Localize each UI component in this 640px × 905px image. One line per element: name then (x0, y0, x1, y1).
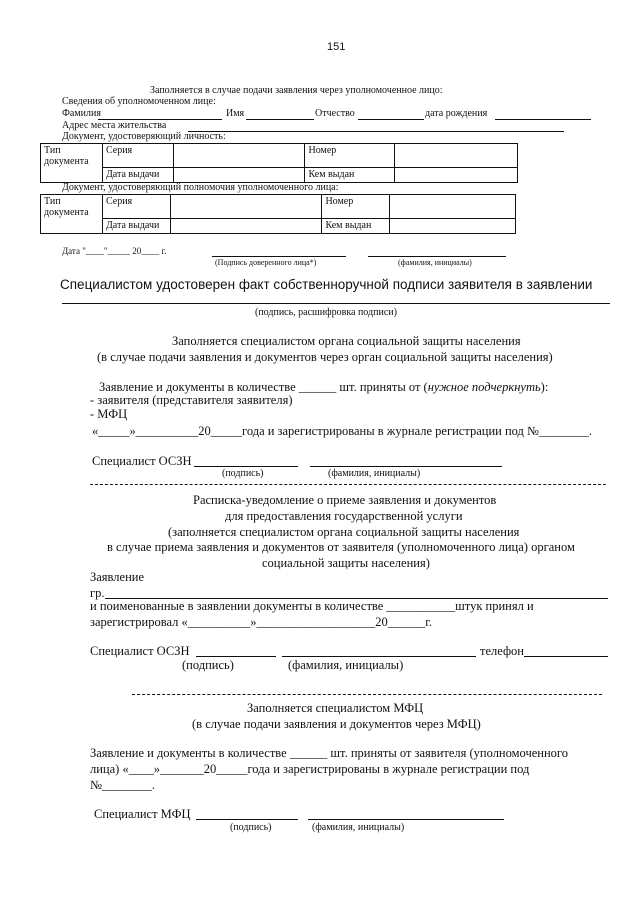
social-registered-line: «_____»__________20_____года и зарегистрированы в журнале регистрации под №________. (92, 424, 593, 438)
receipt-title: Расписка-уведомление о приеме заявления и документов (193, 493, 497, 507)
receipt-title-5: социальной защиты населения) (262, 556, 430, 570)
receipt-name-caption: (фамилия, инициалы) (288, 658, 404, 672)
receipt-phone-label: телефон (480, 644, 524, 658)
social-option-mfc[interactable]: - МФЦ (90, 407, 128, 421)
authority-document-table (40, 194, 516, 234)
mfc-line-1: Заявление и документы в количестве ______ шт. приняты от заявителя (уполномоченного (90, 746, 569, 760)
series-field[interactable] (170, 195, 322, 219)
series-label: Серия (102, 195, 170, 219)
mfc-line-2: лица) «____»_______20_____года и зарегистрированы в журнале регистрации под (90, 762, 530, 776)
receipt-specialist-label: Специалист ОСЗН (90, 644, 190, 658)
proxy-info-label: Сведения об уполномоченном лице: (62, 96, 216, 107)
receipt-registered-line: зарегистрировал «__________»___________________20______г. (90, 615, 433, 629)
birthdate-label: дата рождения (425, 108, 488, 119)
doc-type-label: Тип документа (41, 144, 103, 183)
mfc-subtitle: (в случае подачи заявления и документов через МФЦ) (192, 717, 481, 731)
issue-date-label: Дата выдачи (102, 219, 170, 234)
doc-type-label: Тип документа (41, 195, 103, 234)
social-signature-caption: (подпись) (222, 468, 264, 479)
patronymic-label: Отчество (315, 108, 355, 119)
social-name-field[interactable] (310, 466, 502, 467)
issued-by-label: Кем выдан (322, 219, 390, 234)
number-label: Номер (305, 144, 395, 168)
mfc-signature-caption: (подпись) (230, 822, 272, 833)
issued-by-label: Кем выдан (305, 168, 395, 183)
receipt-phone-field[interactable] (524, 656, 608, 657)
trusted-name-caption: (фамилия, инициалы) (398, 258, 472, 267)
receipt-title-3: (заполняется специалистом органа социальной защиты населения (168, 525, 520, 539)
receipt-docs-line: и поименованные в заявлении документы в количестве ___________штук принял и (90, 599, 534, 613)
receipt-name-field[interactable] (282, 656, 476, 657)
mfc-title: Заполняется специалистом МФЦ (247, 701, 424, 715)
birthdate-field[interactable] (495, 119, 591, 120)
social-subtitle: (в случае подачи заявления и документов через орган социальной защиты населения) (97, 350, 553, 364)
social-title: Заполняется специалистом органа социальной защиты населения (172, 334, 521, 348)
mfc-specialist-label: Специалист МФЦ (94, 807, 191, 821)
address-label: Адрес места жительства (62, 120, 167, 131)
social-option-applicant[interactable]: - заявителя (представителя заявителя) (90, 393, 293, 407)
receipt-citizen-label: гр. (90, 586, 105, 600)
mfc-line-3: №________. (90, 778, 156, 792)
trusted-signature-caption: (Подпись доверенного лица*) (215, 258, 317, 267)
issue-date-field[interactable] (173, 168, 305, 183)
divider (90, 484, 606, 485)
name-field[interactable] (246, 119, 314, 120)
trusted-name-field[interactable] (368, 256, 506, 257)
surname-label: Фамилия (62, 108, 101, 119)
social-accepted-line: Заявление и документы в количестве ______ шт. приняты от (нужное подчеркнуть): (99, 380, 549, 394)
number-field[interactable] (395, 144, 518, 168)
specialist-certified-text: Специалистом удостоверен факт собственноручной подписи заявителя в заявлении (60, 277, 593, 292)
mfc-name-field[interactable] (308, 819, 504, 820)
name-label: Имя (226, 108, 245, 119)
social-name-caption: (фамилия, инициалы) (328, 468, 421, 479)
mfc-name-caption: (фамилия, инициалы) (312, 822, 405, 833)
id-doc-label: Документ, удостоверяющий личность: (62, 131, 226, 142)
issued-by-field[interactable] (390, 219, 516, 234)
authority-doc-label: Документ, удостоверяющий полномочия уполномоченного лица: (62, 182, 339, 193)
trusted-signature-field[interactable] (212, 256, 346, 257)
date-line: Дата "____"_____ 20____ г. (62, 246, 167, 256)
mfc-signature-field[interactable] (196, 819, 298, 820)
number-label: Номер (322, 195, 390, 219)
patronymic-field[interactable] (358, 119, 424, 120)
receipt-signature-caption: (подпись) (182, 658, 234, 672)
series-label: Серия (102, 144, 173, 168)
issue-date-field[interactable] (170, 219, 322, 234)
receipt-signature-field[interactable] (196, 656, 276, 657)
social-specialist-label: Специалист ОСЗН (92, 454, 192, 468)
series-field[interactable] (173, 144, 305, 168)
issue-date-label: Дата выдачи (102, 168, 173, 183)
id-document-table (40, 143, 518, 183)
receipt-title-2: для предоставления государственной услуги (225, 509, 463, 523)
certification-caption: (подпись, расшифровка подписи) (255, 307, 397, 318)
number-field[interactable] (390, 195, 516, 219)
proxy-heading: Заполняется в случае подачи заявления через уполномоченное лицо: (150, 85, 443, 96)
issued-by-field[interactable] (395, 168, 518, 183)
receipt-statement-label: Заявление (90, 570, 145, 584)
social-signature-field[interactable] (194, 466, 298, 467)
certification-signature-field[interactable] (62, 303, 610, 304)
divider (132, 694, 602, 695)
address-field[interactable] (188, 131, 564, 132)
page-number: 151 (327, 41, 346, 53)
receipt-title-4: в случае приема заявления и документов от заявителя (уполномоченного лица) органом (107, 540, 575, 554)
